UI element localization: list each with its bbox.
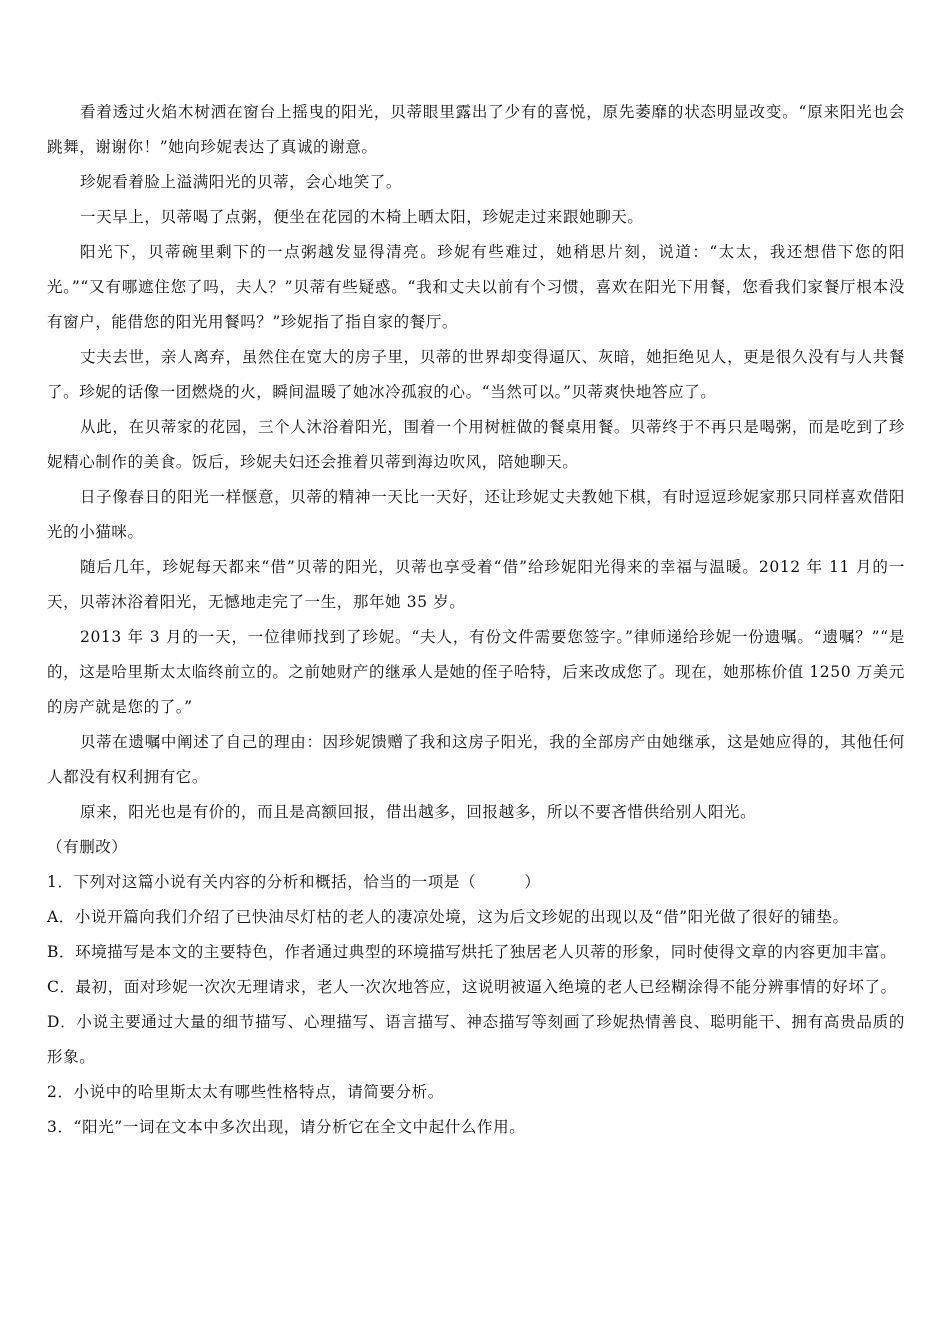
story-paragraph: 珍妮看着脸上溢满阳光的贝蒂，会心地笑了。 <box>80 173 403 191</box>
document-page <box>47 95 905 1145</box>
question-section <box>47 865 905 1145</box>
question-1-stem: 1．下列对这篇小说有关内容的分析和概括，恰当的一项是（ ） <box>47 873 541 891</box>
story-text <box>47 95 905 865</box>
question-2: 2．小说中的哈里斯太太有哪些性格特点，请简要分析。 <box>47 1083 444 1101</box>
story-paragraph: 原来，阳光也是有价的，而且是高额回报，借出越多，回报越多，所以不要吝惜供给别人阳光。 <box>80 803 757 821</box>
story-paragraph: 阳光下，贝蒂碗里剩下的一点粥越发显得清亮。珍妮有些难过，她稍思片刻，说道：“太太，我还想借下您的阳光。”“又有哪遮住您了吗，夫人？”贝蒂有些疑惑。“我和丈夫以前有个习惯，喜欢在阳光下用餐，您看我们家餐厅根本没有窗户，能借您的阳光用餐吗？”珍妮指了指自家的餐厅。 <box>47 243 905 331</box>
story-paragraph: 贝蒂在遗嘱中阐述了自己的理由：因珍妮馈赠了我和这房子阳光，我的全部房产由她继承，这是她应得的，其他任何人都没有权利拥有它。 <box>47 733 905 786</box>
story-paragraph: 一天早上，贝蒂喝了点粥，便坐在花园的木椅上晒太阳，珍妮走过来跟她聊天。 <box>80 208 644 226</box>
story-paragraph: 日子像春日的阳光一样惬意，贝蒂的精神一天比一天好，还让珍妮丈夫教她下棋，有时逗逗珍妮家那只同样喜欢借阳光的小猫咪。 <box>47 488 905 541</box>
question-3: 3．“阳光”一词在文本中多次出现，请分析它在全文中起什么作用。 <box>47 1118 526 1136</box>
question-1-option-a: A．小说开篇向我们介绍了已快油尽灯枯的老人的凄凉处境，这为后文珍妮的出现以及“借”阳光做了很好的铺垫。 <box>47 908 849 926</box>
question-1-option-d: D．小说主要通过大量的细节描写、心理描写、语言描写、神态描写等刻画了珍妮热情善良、聪明能干、拥有高贵品质的形象。 <box>47 1013 905 1066</box>
edit-note: （有删改） <box>47 838 128 856</box>
story-paragraph: 随后几年，珍妮每天都来“借”贝蒂的阳光，贝蒂也享受着“借”给珍妮阳光得来的幸福与温暖。2012 年 11 月的一天，贝蒂沐浴着阳光，无憾地走完了一生，那年她 35 岁。 <box>47 558 905 611</box>
question-1-option-c: C．最初，面对珍妮一次次无理请求，老人一次次地答应，这说明被逼入绝境的老人已经糊涂得不能分辨事情的好坏了。 <box>47 978 897 996</box>
story-paragraph: 看着透过火焰木树洒在窗台上摇曳的阳光，贝蒂眼里露出了少有的喜悦，原先萎靡的状态明显改变。“原来阳光也会跳舞，谢谢你！”她向珍妮表达了真诚的谢意。 <box>47 103 905 156</box>
question-1-option-b: B．环境描写是本文的主要特色，作者通过典型的环境描写烘托了独居老人贝蒂的形象，同时使得文章的内容更加丰富。 <box>47 943 897 961</box>
story-paragraph: 2013 年 3 月的一天，一位律师找到了珍妮。“夫人，有份文件需要您签字。”律师递给珍妮一份遗嘱。“遗嘱？”“是的，这是哈里斯太太临终前立的。之前她财产的继承人是她的侄子哈特，后来改成您了。现在，她那栋价值 1250 万美元的房产就是您的了。” <box>47 628 905 716</box>
story-paragraph: 从此，在贝蒂家的花园，三个人沐浴着阳光，围着一个用树桩做的餐桌用餐。贝蒂终于不再只是喝粥，而是吃到了珍妮精心制作的美食。饭后，珍妮夫妇还会推着贝蒂到海边吹风，陪她聊天。 <box>47 418 905 471</box>
story-paragraph: 丈夫去世，亲人离弃，虽然住在宽大的房子里，贝蒂的世界却变得逼仄、灰暗，她拒绝见人，更是很久没有与人共餐了。珍妮的话像一团燃烧的火，瞬间温暖了她冰冷孤寂的心。“当然可以。”贝蒂爽快地答应了。 <box>47 348 905 401</box>
